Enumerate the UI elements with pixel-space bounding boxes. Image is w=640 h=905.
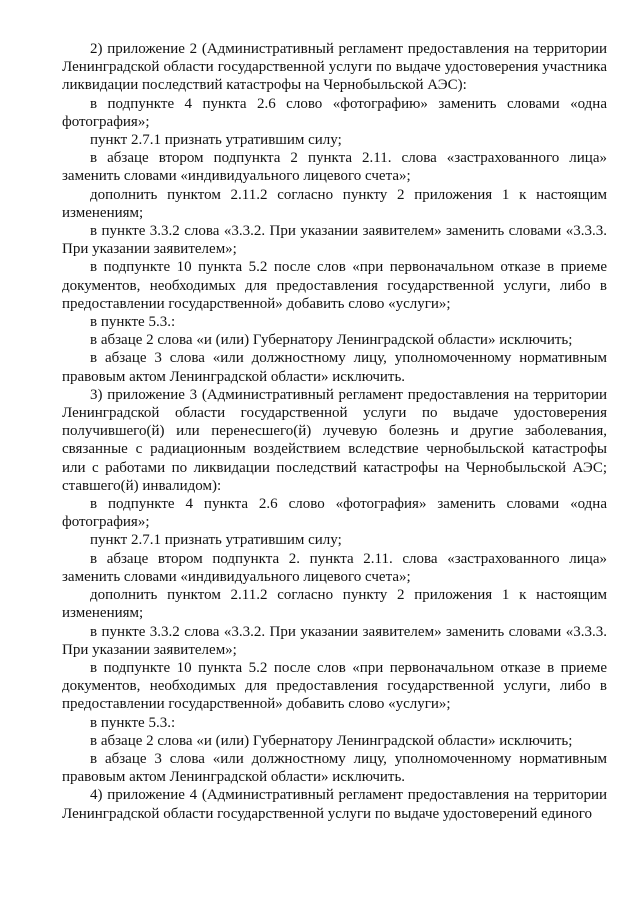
document-page [62,40,607,823]
paragraph-5-3-b: в пункте 5.3.: [90,714,176,731]
paragraph-item-3: 3) приложение 3 (Административный регламент предоставления на территории Ленинградской области государственной услуги по выдаче удостоверения получившего(й) или перенесшего(й) лучевую болезнь и другие заболевания, связанные с радиационным воздействием вследствие чернобыльской катастрофы или с работами по ликвидации последствий катастрофы на Чернобыльской АЭС; ставшего(й) инвалидом): [62,386,607,494]
paragraph-2-11-2: дополнить пунктом 2.11.2 согласно пункту 2 приложения 1 к настоящим изменениям; [62,186,607,221]
paragraph-3-3-2-b: в пункте 3.3.2 слова «3.3.2. При указании заявителем» заменить словами «3.3.3. При указании заявителем»; [62,623,607,658]
paragraph-3-3-2: в пункте 3.3.2 слова «3.3.2. При указании заявителем» заменить словами «3.3.3. При указании заявителем»; [62,223,607,258]
paragraph-photo-3: в подпункте 4 пункта 2.6 слово «фотография» заменить словами «одна фотография»; [62,496,607,531]
paragraph-5-2: в подпункте 10 пункта 5.2 после слов «при первоначальном отказе в приеме документов, необходимых для предоставления государственной услуги, либо в предоставлении государственной» добавить слово «услуги»; [62,259,607,312]
paragraph-5-3: в пункте 5.3.: [90,314,176,331]
paragraph-2-11-2-b: дополнить пунктом 2.11.2 согласно пункту 2 приложения 1 к настоящим изменениям; [62,587,607,622]
paragraph-photo-2: в подпункте 4 пункта 2.6 слово «фотографию» заменить словами «одна фотография»; [62,95,607,130]
paragraph-item-4: 4) приложение 4 (Административный регламент предоставления на территории Ленинградской области государственной услуги по выдаче удостоверений единого [62,787,607,822]
paragraph-5-2-b: в подпункте 10 пункта 5.2 после слов «при первоначальном отказе в приеме документов, необходимых для предоставления государственной услуги, либо в предоставлении государственной» добавить слово «услуги»; [62,659,607,713]
paragraph-5-3-abz3: в абзаце 3 слова «или должностному лицу, уполномоченному нормативным правовым актом Ленинградской области» исключить. [62,350,607,385]
paragraph-2-11-b: в абзаце втором подпункта 2. пункта 2.11. слова «застрахованного лица» заменить словами «индивидуального лицевого счета»; [62,550,607,585]
paragraph-2-7-1: пункт 2.7.1 признать утратившим силу; [90,132,342,149]
paragraph-5-3-abz3-b: в абзаце 3 слова «или должностному лицу, уполномоченному нормативным правовым актом Ленинградской области» исключить. [62,750,607,786]
paragraph-2-7-1-b: пункт 2.7.1 признать утратившим силу; [90,532,342,549]
paragraph-item-2: 2) приложение 2 (Административный регламент предоставления на территории Ленинградской области государственной услуги по выдаче удостоверения участника ликвидации последствий катастрофы на Чернобыльской АЭС): [62,41,607,94]
paragraph-5-3-abz2-b: в абзаце 2 слова «и (или) Губернатору Ленинградской области» исключить; [90,732,573,749]
paragraph-5-3-abz2: в абзаце 2 слова «и (или) Губернатору Ленинградской области» исключить; [90,332,573,349]
paragraph-2-11: в абзаце втором подпункта 2 пункта 2.11. слова «застрахованного лица» заменить словами «индивидуального лицевого счета»; [62,150,607,185]
